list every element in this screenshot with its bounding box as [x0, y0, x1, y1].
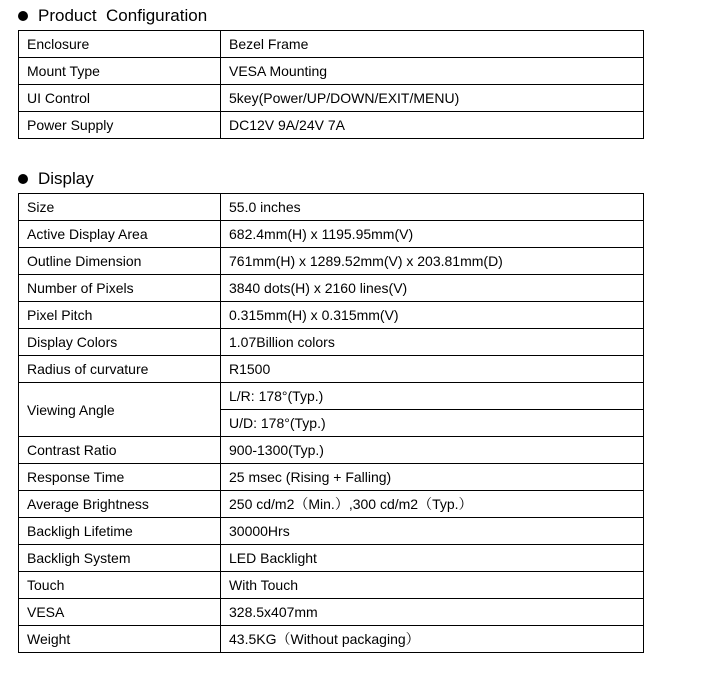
row-value: 25 msec (Rising + Falling): [221, 464, 644, 491]
row-label: Backligh System: [19, 545, 221, 572]
row-value: 761mm(H) x 1289.52mm(V) x 203.81mm(D): [221, 248, 644, 275]
row-label: Size: [19, 194, 221, 221]
row-value: DC12V 9A/24V 7A: [221, 112, 644, 139]
row-value: R1500: [221, 356, 644, 383]
product-configuration-table: [18, 30, 644, 139]
table-row: [19, 518, 644, 545]
row-label: Mount Type: [19, 58, 221, 85]
row-value: 1.07Billion colors: [221, 329, 644, 356]
display-table: [18, 193, 644, 653]
product-configuration-title: Product Configuration: [38, 6, 208, 25]
row-label: Enclosure: [19, 31, 221, 58]
table-row: [19, 572, 644, 599]
row-label: VESA: [19, 599, 221, 626]
table-row: [19, 302, 644, 329]
row-label: Display Colors: [19, 329, 221, 356]
row-value: 250 cd/m2（Min.）,300 cd/m2（Typ.）: [221, 491, 644, 518]
row-label: Radius of curvature: [19, 356, 221, 383]
bullet-icon: [18, 11, 28, 21]
row-value: With Touch: [221, 572, 644, 599]
row-label: Touch: [19, 572, 221, 599]
bullet-icon: [18, 174, 28, 184]
table-row: [19, 31, 644, 58]
table-row: [19, 85, 644, 112]
table-row: [19, 194, 644, 221]
table-row: [19, 437, 644, 464]
row-label: Active Display Area: [19, 221, 221, 248]
table-row: [19, 464, 644, 491]
row-label: Pixel Pitch: [19, 302, 221, 329]
row-value: 682.4mm(H) x 1195.95mm(V): [221, 221, 644, 248]
viewing-angle-lr: L/R: 178°(Typ.): [221, 383, 644, 410]
table-row: [19, 545, 644, 572]
viewing-angle-ud: U/D: 178°(Typ.): [221, 410, 644, 437]
row-value: 5key(Power/UP/DOWN/EXIT/MENU): [221, 85, 644, 112]
table-row: [19, 275, 644, 302]
row-value: 30000Hrs: [221, 518, 644, 545]
row-value: 328.5x407mm: [221, 599, 644, 626]
row-value: LED Backlight: [221, 545, 644, 572]
table-row: [19, 329, 644, 356]
row-value: 900-1300(Typ.): [221, 437, 644, 464]
table-row: [19, 383, 644, 410]
row-value: Bezel Frame: [221, 31, 644, 58]
row-label: Weight: [19, 626, 221, 653]
viewing-angle-label: Viewing Angle: [19, 383, 221, 437]
row-value: VESA Mounting: [221, 58, 644, 85]
table-row: [19, 491, 644, 518]
table-row: [19, 58, 644, 85]
row-label: Contrast Ratio: [19, 437, 221, 464]
row-value: 55.0 inches: [221, 194, 644, 221]
row-label: UI Control: [19, 85, 221, 112]
table-row: [19, 356, 644, 383]
row-value: 3840 dots(H) x 2160 lines(V): [221, 275, 644, 302]
product-configuration-heading: [18, 6, 207, 26]
row-label: Average Brightness: [19, 491, 221, 518]
display-title: Display: [38, 169, 94, 188]
table-row: [19, 112, 644, 139]
table-row: [19, 599, 644, 626]
table-row: [19, 221, 644, 248]
table-row: [19, 626, 644, 653]
row-value: 0.315mm(H) x 0.315mm(V): [221, 302, 644, 329]
row-label: Outline Dimension: [19, 248, 221, 275]
row-label: Response Time: [19, 464, 221, 491]
row-label: Number of Pixels: [19, 275, 221, 302]
row-value: 43.5KG（Without packaging）: [221, 626, 644, 653]
row-label: Power Supply: [19, 112, 221, 139]
row-label: Backligh Lifetime: [19, 518, 221, 545]
table-row: [19, 248, 644, 275]
display-heading: [18, 169, 94, 189]
